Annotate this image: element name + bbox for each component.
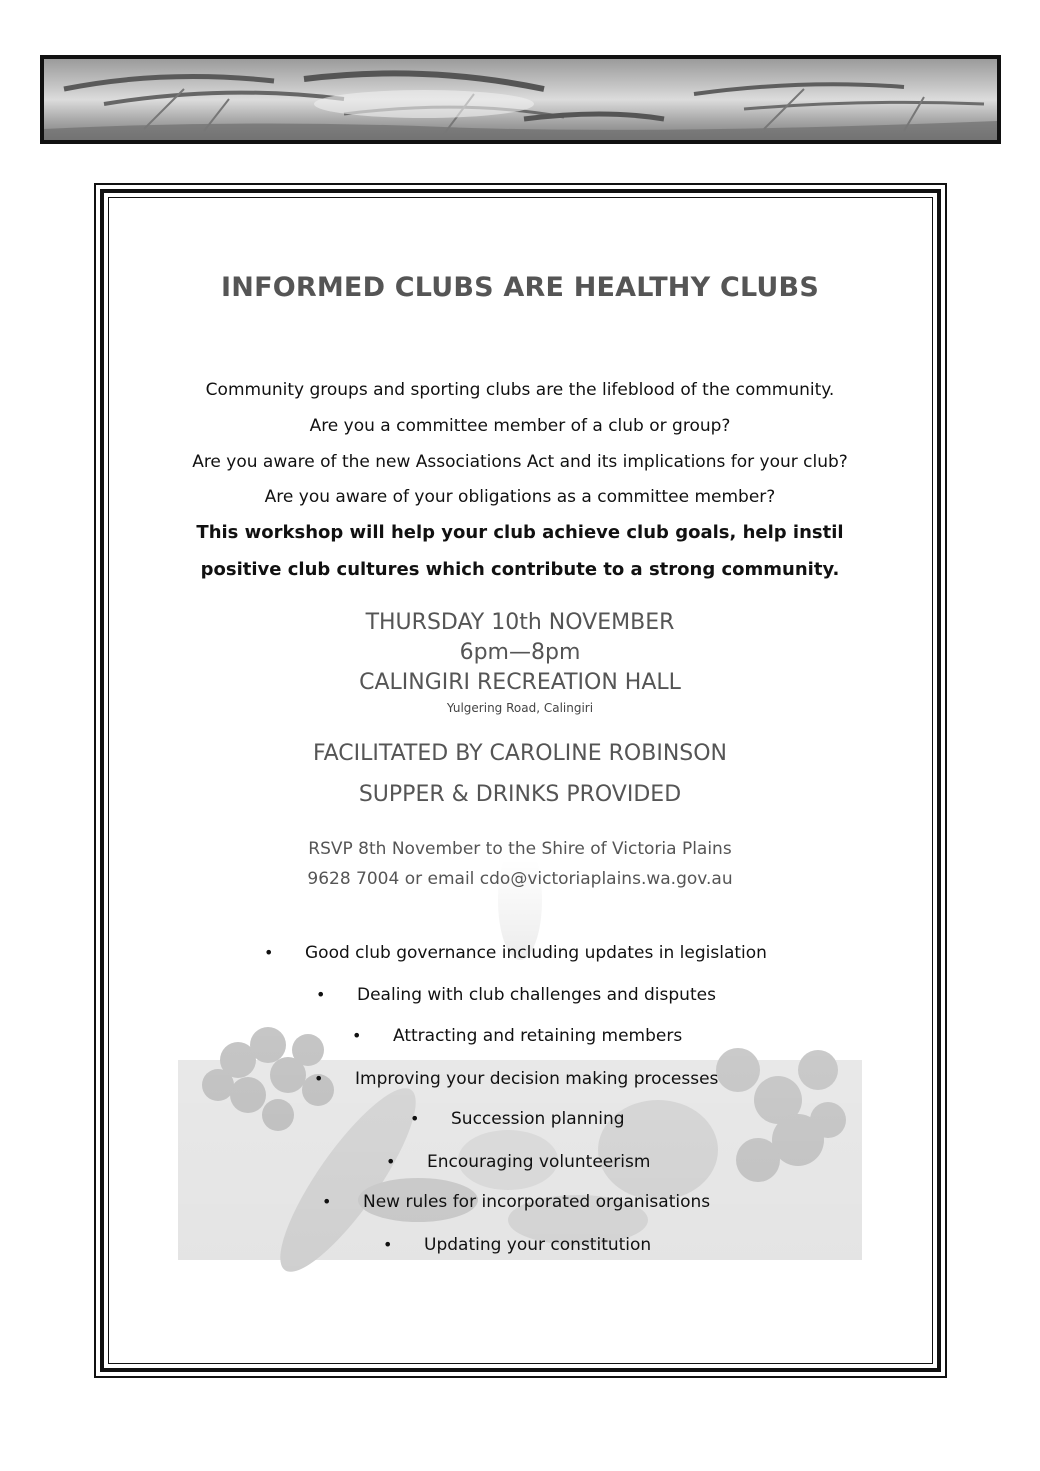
intro-line: Community groups and sporting clubs are the lifeblood of the community.: [205, 380, 835, 400]
event-catering: SUPPER & DRINKS PROVIDED: [358, 782, 682, 807]
event-date: THURSDAY 10th NOVEMBER: [365, 610, 675, 635]
bullet-icon: •: [383, 1235, 393, 1254]
intro-line: Are you aware of your obligations as a committee member?: [264, 487, 776, 507]
rsvp-line: RSVP 8th November to the Shire of Victoria Plains: [308, 839, 732, 859]
topic-text: New rules for incorporated organisations: [363, 1192, 711, 1212]
header-banner: [40, 55, 1001, 144]
intro-line: Are you a committee member of a club or group?: [309, 416, 731, 436]
topic-text: Succession planning: [451, 1109, 625, 1129]
topic-text: Attracting and retaining members: [393, 1026, 683, 1046]
event-address: Yulgering Road, Calingiri: [446, 701, 594, 715]
bullet-icon: •: [322, 1192, 332, 1211]
topic-text: Good club governance including updates in legislation: [305, 943, 767, 963]
intro-line: Are you aware of the new Associations Act and its implications for your club?: [192, 452, 848, 472]
bullet-icon: •: [410, 1109, 420, 1128]
event-facilitator: FACILITATED BY CAROLINE ROBINSON: [312, 741, 728, 766]
wheat-field-image: [44, 59, 997, 140]
event-time: 6pm—8pm: [459, 640, 581, 665]
bullet-icon: •: [314, 1069, 324, 1088]
topic-text: Encouraging volunteerism: [427, 1152, 651, 1172]
topic-text: Updating your constitution: [424, 1235, 652, 1255]
bullet-icon: •: [386, 1152, 396, 1171]
bullet-icon: •: [316, 985, 326, 1004]
event-venue: CALINGIRI RECREATION HALL: [359, 670, 681, 695]
highlight-line: positive club cultures which contribute to a strong community.: [200, 559, 840, 580]
bullet-icon: •: [352, 1026, 362, 1045]
topic-text: Improving your decision making processes: [355, 1069, 719, 1089]
poster-title: INFORMED CLUBS ARE HEALTHY CLUBS: [221, 272, 819, 303]
rsvp-contact: 9628 7004 or email cdo@victoriaplains.wa.gov.au: [307, 869, 733, 889]
highlight-line: This workshop will help your club achieve club goals, help instil: [196, 522, 844, 543]
bullet-icon: •: [264, 943, 274, 962]
topic-text: Dealing with club challenges and disputes: [357, 985, 716, 1005]
